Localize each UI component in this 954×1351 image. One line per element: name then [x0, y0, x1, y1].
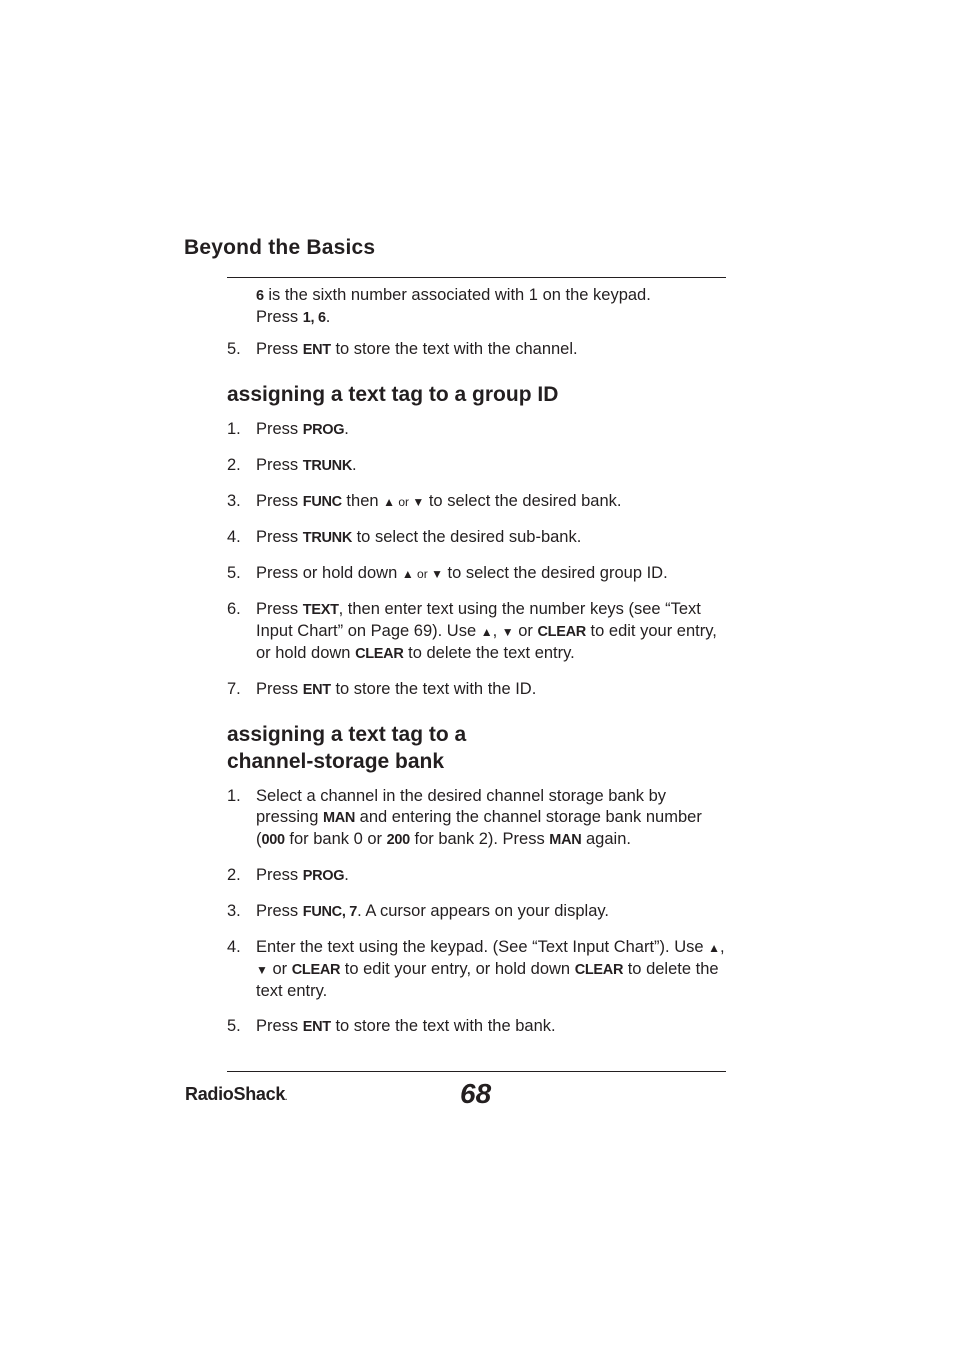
key-label: FUNC, 7	[302, 904, 358, 920]
text: .	[325, 308, 331, 326]
list-item	[227, 339, 727, 361]
step-number: 1.	[227, 787, 241, 805]
key-label: CLEAR	[574, 962, 624, 978]
continued-text	[256, 285, 727, 329]
bottom-divider	[227, 1071, 726, 1072]
up-arrow-icon: ▲	[383, 495, 396, 509]
down-arrow-icon: ▼	[431, 567, 443, 581]
step-text: Press PROG.	[256, 866, 349, 884]
step-text: Press TRUNK to select the desired sub-bank.	[256, 528, 582, 546]
key-label: CLEAR	[537, 624, 586, 640]
up-arrow-icon: ▲	[401, 567, 414, 581]
up-arrow-icon: ▲	[708, 941, 721, 955]
list-item	[227, 865, 727, 887]
step-text: Press PROG.	[256, 420, 349, 438]
text: is the sixth number associated with 1 on the keypad.	[263, 286, 651, 304]
list-item	[227, 937, 727, 1002]
key-label: 6	[256, 288, 264, 304]
list-item	[227, 1016, 727, 1038]
down-arrow-icon: ▼	[501, 625, 514, 639]
up-arrow-icon: ▲	[480, 625, 493, 639]
key-label: ENT	[302, 682, 331, 698]
page-content	[227, 285, 727, 1052]
list-item	[227, 419, 727, 441]
step-number: 5.	[227, 564, 241, 582]
list-item	[227, 527, 727, 549]
step-number: 7.	[227, 680, 241, 698]
key-label: 200	[386, 832, 410, 848]
key-label: TRUNK	[302, 530, 353, 546]
list-item	[227, 563, 727, 585]
step-text: Press FUNC, 7. A cursor appears on your display.	[256, 902, 609, 920]
step-number: 2.	[227, 866, 241, 884]
down-arrow-icon: ▼	[412, 495, 425, 509]
key-label: CLEAR	[291, 962, 341, 978]
brand-logo: RadioShack.	[185, 1084, 287, 1104]
step-number: 5.	[227, 340, 241, 358]
list-item	[227, 599, 727, 665]
step-text: Press ENT to store the text with the ID.	[256, 680, 537, 698]
top-divider	[227, 277, 726, 278]
key-label: TEXT	[302, 602, 339, 618]
step-number: 3.	[227, 902, 241, 920]
key-label: CLEAR	[355, 646, 404, 662]
step-text: Press TRUNK.	[256, 456, 357, 474]
step-text: Enter the text using the keypad. (See “Text Input Chart”). Use ▲, ▼ or CLEAR to edit your entry, or hold down CLEAR to delete the text entry.	[256, 938, 725, 1000]
section-heading: assigning a text tag to a channel-storage bank	[227, 723, 467, 773]
key-label: ENT	[302, 1019, 331, 1035]
key-label: 1, 6	[302, 310, 326, 326]
list-item	[227, 679, 727, 701]
down-arrow-icon: ▼	[256, 963, 268, 977]
key-label: FUNC	[302, 494, 342, 510]
step-number: 2.	[227, 456, 241, 474]
section-heading: assigning a text tag to a group ID	[227, 383, 559, 406]
step-text: Press ENT to store the text with the channel.	[256, 340, 578, 358]
step-number: 6.	[227, 600, 241, 618]
step-text: Press or hold down ▲ or ▼ to select the desired group ID.	[256, 564, 668, 582]
section-header: Beyond the Basics	[184, 236, 376, 259]
step-number: 5.	[227, 1017, 241, 1035]
key-label: PROG	[302, 868, 345, 884]
key-label: 000	[261, 832, 285, 848]
step-number: 3.	[227, 492, 241, 510]
page-number: 68	[460, 1078, 492, 1109]
step-number: 4.	[227, 528, 241, 546]
text: Press	[256, 308, 303, 326]
key-label: TRUNK	[302, 458, 353, 474]
key-label: ENT	[302, 342, 331, 358]
step-text: Select a channel in the desired channel storage bank by pressing MAN and entering the channel storage bank number (000 for bank 0 or 200 for bank 2). Press MAN again.	[256, 787, 702, 848]
step-text: Press ENT to store the text with the bank.	[256, 1017, 556, 1035]
list-item	[227, 455, 727, 477]
list-item	[227, 901, 727, 923]
step-number: 4.	[227, 938, 241, 956]
step-text: Press FUNC then ▲ or ▼ to select the desired bank.	[256, 492, 622, 510]
list-item	[227, 786, 727, 851]
list-item	[227, 491, 727, 513]
key-label: PROG	[302, 422, 345, 438]
key-label: MAN	[549, 832, 582, 848]
step-number: 1.	[227, 420, 241, 438]
key-label: MAN	[322, 810, 356, 826]
step-text: Press TEXT, then enter text using the number keys (see “Text Input Chart” on Page 69). Use ▲, ▼ or CLEAR to edit your entry, or hold down CLEAR to delete the text entry.	[256, 600, 717, 662]
